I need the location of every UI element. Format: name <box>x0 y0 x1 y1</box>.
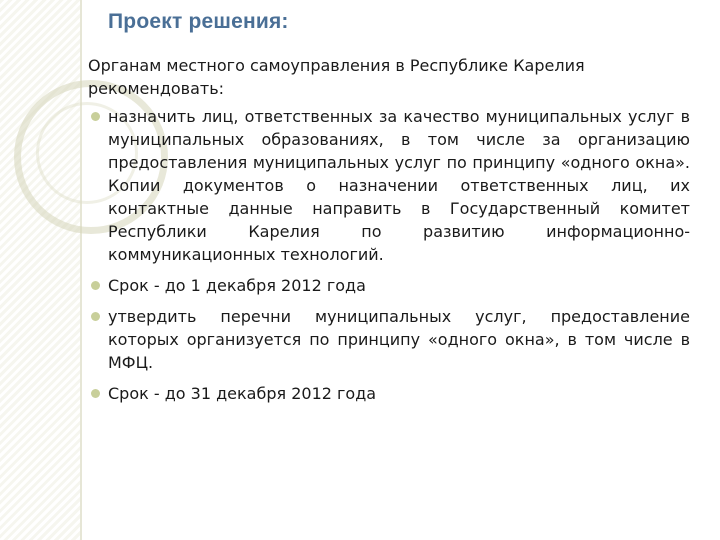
bullet-text: утвердить перечни муниципальных услуг, предоставление которых организуется по принципу «одного окна», в том числе в МФЦ. <box>108 307 690 372</box>
slide-title: Проект решения: <box>108 10 289 33</box>
left-decor-band <box>0 0 80 540</box>
bullet-text: Срок - до 31 декабря 2012 года <box>108 384 377 403</box>
circle-bullet-icon <box>91 312 100 321</box>
bullet-text: Срок - до 1 декабря 2012 года <box>108 276 366 295</box>
bullet-list <box>88 105 690 405</box>
slide-content <box>88 54 690 413</box>
circle-bullet-icon <box>91 281 100 290</box>
bullet-item <box>88 382 690 405</box>
bullet-item <box>88 274 690 297</box>
circle-bullet-icon <box>91 389 100 398</box>
intro-text: Органам местного самоуправления в Республике Карелия рекомендовать: <box>88 56 585 98</box>
bullet-item <box>88 305 690 374</box>
bullet-item <box>88 105 690 266</box>
circle-bullet-icon <box>91 112 100 121</box>
bullet-text: назначить лиц, ответственных за качество муниципальных услуг в муниципальных образованиях, в том числе за организацию предоставления муниципальных услуг по принципу «одного окна». Копии документов о назначении ответственных лиц, их контактные данные направить в Государственный комитет Республики Карелия по развитию информационно-коммуникационных технологий. <box>108 107 690 264</box>
